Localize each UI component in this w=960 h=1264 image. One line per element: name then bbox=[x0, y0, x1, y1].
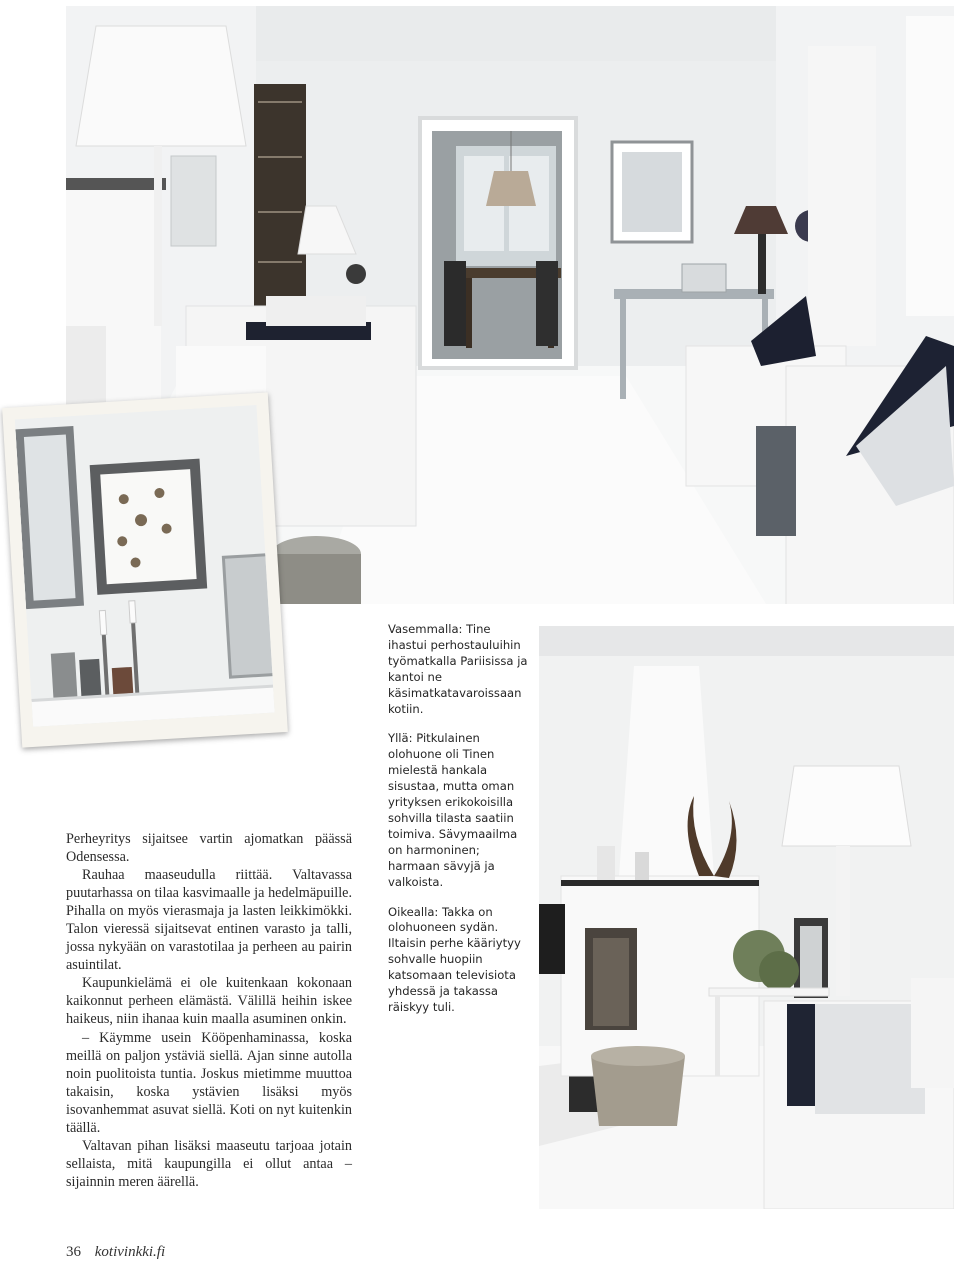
butterfly-frame-photo bbox=[2, 392, 288, 747]
fireplace-photo bbox=[539, 626, 954, 1209]
caption-left: Vasemmalla: Tine ihastui perhostauluihin työmatkalla Pariisissa ja kantoi ne käsimatkatavaroissaan kotiin. bbox=[388, 622, 528, 716]
page-number: 36 bbox=[66, 1244, 81, 1260]
article-body bbox=[66, 830, 352, 1191]
page-footer bbox=[66, 1244, 165, 1261]
caption-right: Oikealla: Takka on olohuoneen sydän. Iltaisin perhe kääriytyy sohvalle huopiin katsomaan televisiota yhdessä ja takassa räiskyy tuli. bbox=[388, 904, 521, 1014]
article-paragraph: – Käymme usein Kööpenhaminassa, koska meillä on paljon ystäviä siellä. Ajan sinne autolla noin puolitoista tuntia. Joskus mietimme muuttoa takaisin, koska ystävien lisäksi myös isovanhemmat asuvat siellä. Koti on nyt kuitenkin täällä. bbox=[66, 1029, 352, 1136]
photo-captions bbox=[388, 622, 530, 1030]
article-paragraph: Kaupunkielämä ei ole kuitenkaan kokonaan kaikonnut perheen elämästä. Välillä heihin iskee haikeus, niin ihanaa kuin maalla asuminen onkin. bbox=[66, 975, 352, 1028]
article-paragraph: Rauhaa maaseudulla riittää. Valtavassa puutarhassa on tilaa kasvimaalle ja hedelmäpuille. Pihalla on myös vierasmaja ja lasten leikkimökki. Talon vieressä sijaitsevat entinen varasto ja talli, jossa nykyään on varastotilaa ja perheen au pairin asuintilat. bbox=[66, 867, 352, 974]
footer-site: kotivinkki.fi bbox=[94, 1244, 166, 1260]
caption-top: Yllä: Pitkulainen olohuone oli Tinen mielestä hankala sisustaa, mutta oman yrityksen erikokoisilla sohvilla tilasta saatiin toimiva. Sävymaailma on harmoninen; harmaan sävyjä ja valkoista. bbox=[388, 731, 518, 889]
article-paragraph: Valtavan pihan lisäksi maaseutu tarjoaa jotain sellaista, mitä kaupungilla ei ollut antaa – sijainnin meren äärellä. bbox=[66, 1137, 352, 1190]
article-paragraph: Perheyritys sijaitsee vartin ajomatkan päässä Odensessa. bbox=[66, 831, 352, 866]
